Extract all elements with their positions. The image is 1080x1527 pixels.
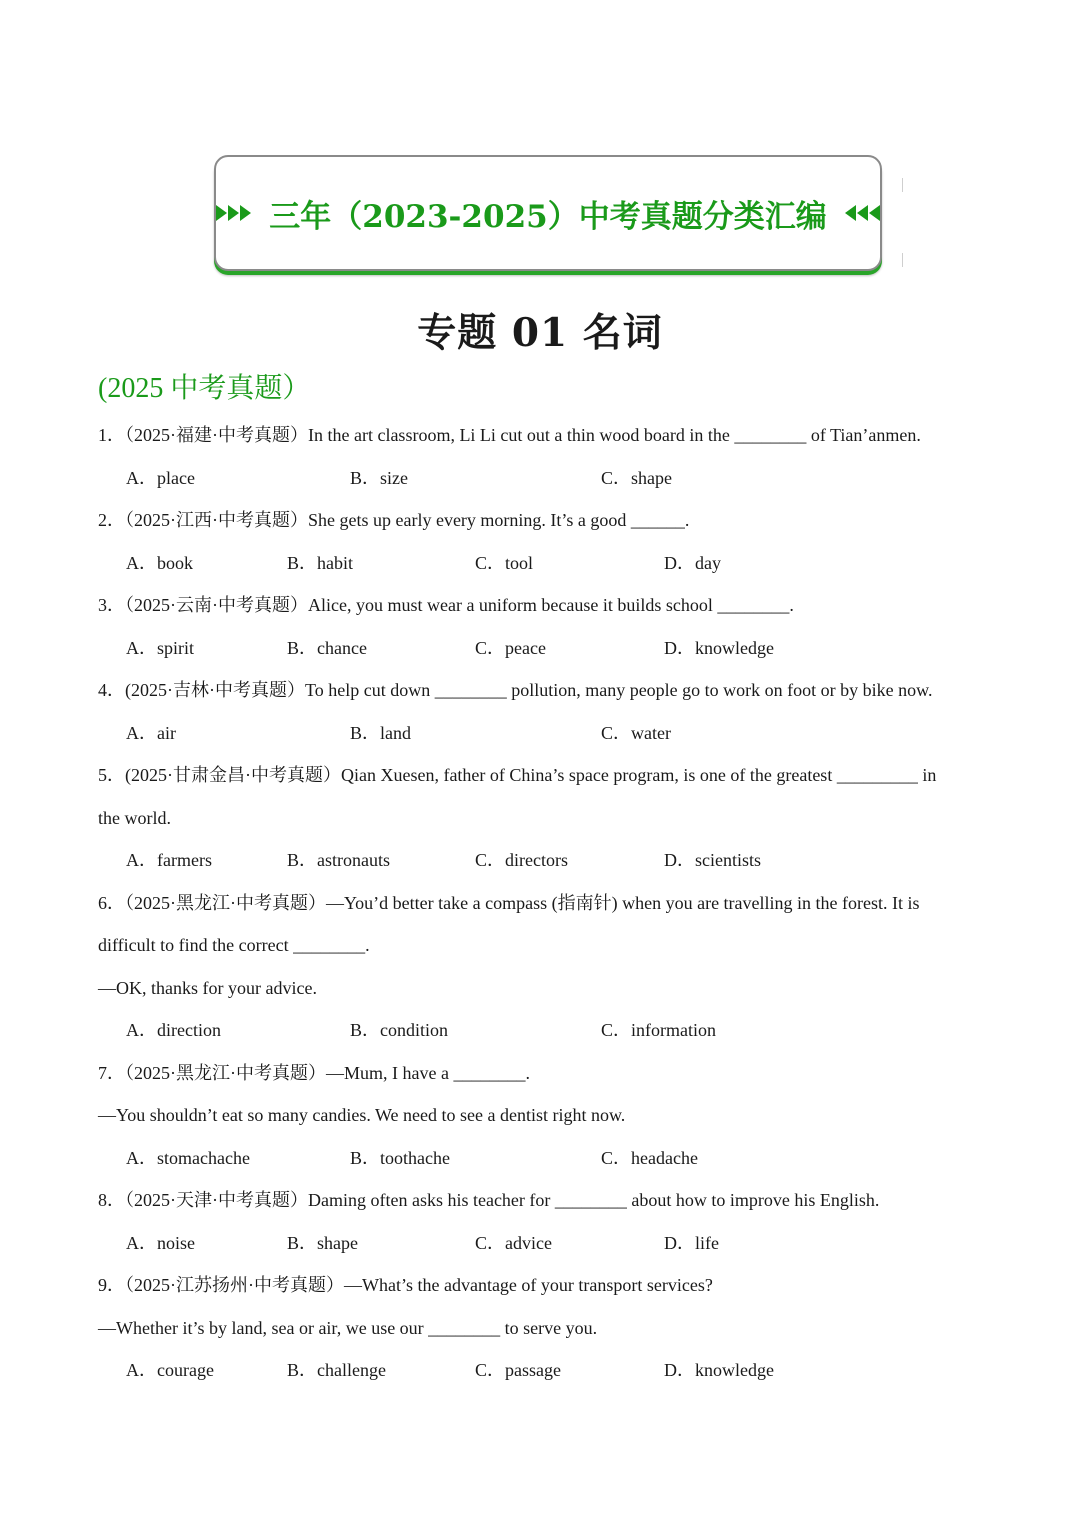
page-title: 专题 01 名词 bbox=[417, 310, 663, 356]
answer-option: B．toothache bbox=[350, 1147, 450, 1168]
option-row bbox=[98, 457, 988, 500]
answer-option: C．advice bbox=[475, 1232, 552, 1253]
answer-option: B．size bbox=[350, 467, 408, 488]
answer-option: B．astronauts bbox=[287, 850, 390, 870]
question-stem: 5．(2025·甘肃金昌·中考真题）Qian Xuesen, father of China’s space program, is one of the greatest _________ in bbox=[98, 765, 937, 785]
answer-option: A．direction bbox=[126, 1020, 221, 1040]
option-row bbox=[98, 627, 988, 670]
question-item bbox=[98, 584, 988, 669]
answer-option: B．habit bbox=[287, 552, 353, 573]
answer-option: D．life bbox=[664, 1232, 719, 1253]
answer-option: D．day bbox=[664, 552, 721, 573]
question-stem: 2．（2025·江西·中考真题）She gets up early every morning. It’s a good ______. bbox=[98, 510, 690, 530]
question-stem-continued: —You shouldn’t eat so many candies. We need to see a dentist right now. bbox=[98, 1105, 626, 1125]
question-stem-continued: —OK, thanks for your advice. bbox=[98, 977, 317, 998]
question-item bbox=[98, 754, 988, 882]
question-stem-continued: difficult to find the correct ________. bbox=[98, 935, 370, 955]
option-row bbox=[98, 1349, 988, 1392]
option-row bbox=[98, 1222, 988, 1265]
question-list bbox=[98, 414, 988, 1392]
answer-option: C．information bbox=[601, 1020, 716, 1040]
question-stem: 9．（2025·江苏扬州·中考真题）—What’s the advantage of your transport services? bbox=[98, 1275, 713, 1295]
answer-option: D．knowledge bbox=[664, 637, 774, 658]
answer-option: B．condition bbox=[350, 1020, 448, 1040]
answer-option: C．passage bbox=[475, 1360, 561, 1380]
banner-edge-mark bbox=[902, 178, 903, 192]
question-item bbox=[98, 499, 988, 584]
option-row bbox=[98, 542, 988, 585]
answer-option: A．stomachache bbox=[126, 1147, 250, 1168]
question-stem: 3．（2025·云南·中考真题）Alice, you must wear a uniform because it builds school ________. bbox=[98, 595, 794, 615]
answer-option: D．scientists bbox=[664, 850, 761, 870]
banner-content bbox=[216, 191, 879, 236]
question-item bbox=[98, 1052, 988, 1180]
question-item bbox=[98, 1179, 988, 1264]
answer-option: A．air bbox=[126, 722, 176, 743]
series-banner bbox=[214, 155, 882, 271]
banner-text: 三年（2023-2025）中考真题分类汇编 bbox=[269, 198, 827, 235]
question-stem: 6．（2025·黑龙江·中考真题）—You’d better take a compass (指南针) when you are travelling in the forest. It is bbox=[98, 892, 920, 913]
answer-option: C．shape bbox=[601, 467, 672, 488]
section-heading: (2025 中考真题） bbox=[98, 373, 311, 404]
answer-option: C．tool bbox=[475, 552, 534, 573]
question-stem-continued: the world. bbox=[98, 807, 171, 828]
question-stem: 8．（2025·天津·中考真题）Daming often asks his teacher for ________ about how to improve his English. bbox=[98, 1190, 880, 1210]
answer-option: B．shape bbox=[287, 1232, 358, 1253]
right-arrows-icon bbox=[216, 205, 251, 221]
option-row bbox=[98, 839, 988, 882]
question-item bbox=[98, 882, 988, 1052]
option-row bbox=[98, 712, 988, 755]
answer-option: C．headache bbox=[601, 1147, 698, 1168]
question-stem: 1．（2025·福建·中考真题）In the art classroom, Li Li cut out a thin wood board in the ________ of Tian’anmen. bbox=[98, 425, 921, 445]
answer-option: A．book bbox=[126, 552, 193, 573]
question-item bbox=[98, 1264, 988, 1392]
question-item bbox=[98, 414, 988, 499]
answer-option: A．place bbox=[126, 467, 195, 488]
banner-edge-mark bbox=[902, 253, 903, 267]
answer-option: A．spirit bbox=[126, 637, 195, 658]
answer-option: B．challenge bbox=[287, 1360, 386, 1380]
answer-option: B．chance bbox=[287, 637, 367, 658]
answer-option: A．courage bbox=[126, 1360, 214, 1380]
answer-option: C．peace bbox=[475, 637, 546, 658]
question-stem: 7．（2025·黑龙江·中考真题）—Mum, I have a ________. bbox=[98, 1062, 530, 1083]
question-item bbox=[98, 669, 988, 754]
question-stem: 4．(2025·吉林·中考真题）To help cut down ________ pollution, many people go to work on foot or by bike now. bbox=[98, 680, 933, 700]
answer-option: D．knowledge bbox=[664, 1360, 774, 1380]
option-row bbox=[98, 1137, 988, 1180]
option-row bbox=[98, 1009, 988, 1052]
left-arrows-icon bbox=[845, 205, 880, 221]
answer-option: C．water bbox=[601, 722, 671, 743]
question-stem-continued: —Whether it’s by land, sea or air, we use our ________ to serve you. bbox=[98, 1317, 598, 1338]
answer-option: C．directors bbox=[475, 850, 568, 870]
answer-option: B．land bbox=[350, 722, 411, 743]
answer-option: A．farmers bbox=[126, 850, 212, 870]
answer-option: A．noise bbox=[126, 1232, 195, 1253]
